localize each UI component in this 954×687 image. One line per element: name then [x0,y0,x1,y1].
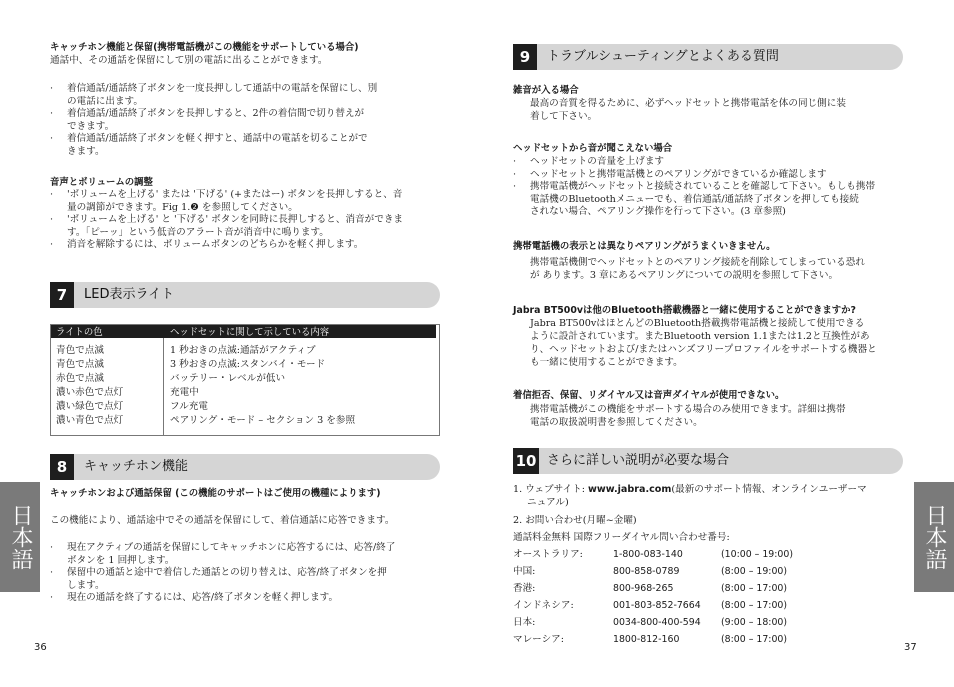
led-color-cell: 濃い青色で点灯 [56,415,124,426]
led-meaning-cell: 1 秒おきの点滅:通話がアクティブ [170,345,316,356]
q2-heading: ヘッドセットから音が聞こえない場合 [513,143,673,154]
bullet-text: の電話に出ます。 [67,95,143,107]
section-9-title: トラブルシューティングとよくある質問 [547,49,779,64]
volume-heading: 音声とボリュームの調整 [50,177,153,188]
page-number-right: 37 [904,642,917,653]
bullet-text: します。 [67,579,105,591]
country-hours: (8:00 – 17:00) [721,583,788,594]
website-line [513,483,867,496]
q4-line-3: り、ヘッドセットおよび/またはハンズフリープロファイルをサポートする機器と [530,344,877,355]
bullet-dot: · [50,133,54,144]
bullet-text: 消音を解除するには、ボリュームボタンのどちらかを軽く押します。 [67,239,364,250]
q3-line-1: 携帯電話機側でヘッドセットとのペアリング接続を削除してしまっている恐れ [530,257,865,268]
led-meaning-cell: フル充電 [170,401,208,412]
section-8-number: 8 [50,454,74,480]
bullet-dot: · [50,542,54,553]
bullet-dot: · [50,567,54,578]
bullet-dot: · [513,156,517,167]
bullet-text: 'ボリュームを上げる' または '下げる' (+またはー) ボタンを長押しすると、音 [67,189,403,200]
country-name: 日本: [513,617,536,628]
q5-line-2: 電話の取扱説明書を参照してください。 [530,417,703,428]
country-phone: 800-858-0789 [613,566,680,577]
section-7-bar [50,282,440,308]
bullet-dot: · [50,592,54,603]
country-phone: 1800-812-160 [613,634,680,645]
website-line-2: ニュアル) [527,497,569,508]
country-name: 中国: [513,566,536,577]
bullet-text: 携帯電話機がヘッドセットと接続されていることを確認して下さい。もしも携帯 [530,181,876,192]
bullet-dot: · [50,108,54,119]
bullet-text: できます。 [67,120,115,132]
country-phone: 0034-800-400-594 [613,617,701,628]
right-page [477,0,954,687]
q4-line-4: も一緒に使用することができます。 [530,357,683,368]
country-phone: 001-803-852-7664 [613,600,701,611]
bullet-text: 現在アクティブの通話を保留にしてキャッチホンに応答するには、応答/終了 [67,542,396,553]
bullet-dot: · [50,239,54,250]
section-10-number: 10 [513,448,539,474]
contact-line: 2. お問い合わせ(月曜~金曜) [513,515,637,526]
bullet-dot: · [50,189,54,200]
led-meaning-cell: 3 秒おきの点滅:スタンバイ・モード [170,359,326,370]
q4-line-1: Jabra BT500vはほとんどのBluetooth搭載携帯電話機と接続して使用できる [530,318,865,329]
bullet-text: 電話機のBluetoothメニューでも、着信通話/通話終了ボタンを押しても接続 [530,193,859,205]
language-tab-right: 日本語 [914,482,954,592]
website-link[interactable]: www.jabra.com [588,484,672,495]
bullet-text: 量の調節ができます。Fig 1.❷ を参照してください。 [67,201,298,213]
q5-heading: 着信拒否、保留、リダイヤル又は音声ダイヤルが使用できない。 [513,390,785,401]
section-9-bar [513,44,903,70]
led-table-border [50,324,440,436]
q1-line-2: 着して下さい。 [530,111,598,122]
led-col-color: ライトの色 [50,324,164,338]
bullet-text: 現在の通話を終了するには、応答/終了ボタンを軽く押します。 [67,592,339,603]
q4-heading: Jabra BT500vは他のBluetooth搭載機器と一緒に使用することができますか? [513,305,856,316]
led-meaning-cell: ペアリング・モード – セクション 3 を参照 [170,415,356,426]
q5-line-1: 携帯電話機がこの機能をサポートする場合のみ使用できます。詳細は携帯 [530,404,846,415]
website-prefix: 1. ウェブサイト: [513,484,588,495]
country-name: 香港: [513,583,536,594]
section-8-title: キャッチホン機能 [84,459,189,474]
led-color-cell: 青色で点滅 [56,345,104,356]
bullet-text: 'ボリュームを上げる' と '下げる' ボタンを同時に長押しすると、消音ができま [67,214,404,225]
q1-heading: 雑音が入る場合 [513,85,579,96]
country-hours: (8:00 – 17:00) [721,634,788,645]
section-8-bar [50,454,440,480]
led-color-cell: 濃い緑色で点灯 [56,401,124,412]
section-9-number: 9 [513,44,537,70]
language-tab-left: 日本語 [0,482,40,592]
led-meaning-cell: 充電中 [170,387,199,398]
q1-line-1: 最高の音質を得るために、必ずヘッドセットと携帯電話を体の同じ側に装 [530,98,846,109]
led-color-cell: 濃い赤色で点灯 [56,387,124,398]
country-hours: (9:00 – 18:00) [721,617,788,628]
bullet-dot: · [50,83,54,94]
led-meaning-cell: バッテリー・レベルが低い [170,373,286,384]
bullet-dot: · [513,181,517,192]
tollfree-line: 通話料金無料 国際フリーダイヤル問い合わせ番号: [513,532,730,543]
section-7-number: 7 [50,282,74,308]
call-waiting-heading: キャッチホンおよび通話保留 (この機能のサポートはご使用の機種によります) [50,488,381,499]
led-table-divider [163,338,164,436]
section-7-title: LED表示ライト [84,287,175,302]
bullet-dot: · [513,168,517,180]
call-waiting-intro: この機能により、通話途中でその通話を保留にして、着信通話に応答できます。 [50,515,395,526]
country-hours: (10:00 – 19:00) [721,549,793,560]
bullet-text: ヘッドセットの音量を上げます [530,156,665,167]
country-hours: (8:00 – 19:00) [721,566,788,577]
website-suffix: (最新のサポート情報、オンラインユーザーマ [671,484,867,495]
led-color-cell: 赤色で点滅 [56,373,104,384]
page-number-left: 36 [34,642,47,653]
hold-heading: キャッチホン機能と保留(携帯電話機がこの機能をサポートしている場合) [50,42,359,53]
led-color-cell: 青色で点滅 [56,359,104,370]
bullet-dot: · [50,214,54,225]
bullet-text: 着信通話/通話終了ボタンを長押しすると、2件の着信間で切り替えが [67,108,365,119]
bullet-text: す。「ピーッ」という低音のアラート音が消音中に鳴ります。 [67,226,329,238]
bullet-text: されない場合、ペアリング操作を行って下さい。(3 章参照) [530,206,786,217]
country-name: オーストラリア: [513,549,583,560]
bullet-text: きます。 [67,145,105,157]
section-10-title: さらに詳しい説明が必要な場合 [547,453,730,468]
country-phone: 800-968-265 [613,583,674,594]
bullet-text: ヘッドセットと携帯電話機とのペアリングができているか確認します [530,168,827,180]
hold-intro: 通話中、その通話を保留にして別の電話に出ることができます。 [50,55,328,66]
bullet-text: ボタンを 1 回押します。 [67,554,175,566]
q3-line-2: が あります。3 章にあるペアリングについての説明を参照して下さい。 [530,270,839,281]
country-hours: (8:00 – 17:00) [721,600,788,611]
bullet-text: 保留中の通話と途中で着信した通話との切り替えは、応答/終了ボタンを押 [67,567,387,578]
bullet-text: 着信通話/通話終了ボタンを軽く押すと、通話中の電話を切ることがで [67,133,368,144]
q3-heading: 携帯電話機の表示とは異なりペアリングがうまくいきません。 [513,241,776,252]
led-col-meaning: ヘッドセットに関して示している内容 [164,324,436,338]
country-phone: 1-800-083-140 [613,549,683,560]
country-name: インドネシア: [513,600,574,611]
q4-line-2: ように設計されています。またBluetooth version 1.1または1.2と互換性があ [530,331,870,342]
section-10-bar [513,448,903,474]
country-name: マレーシア: [513,634,565,645]
bullet-text: 着信通話/通話終了ボタンを一度長押しして通話中の電話を保留にし、別 [67,83,378,94]
